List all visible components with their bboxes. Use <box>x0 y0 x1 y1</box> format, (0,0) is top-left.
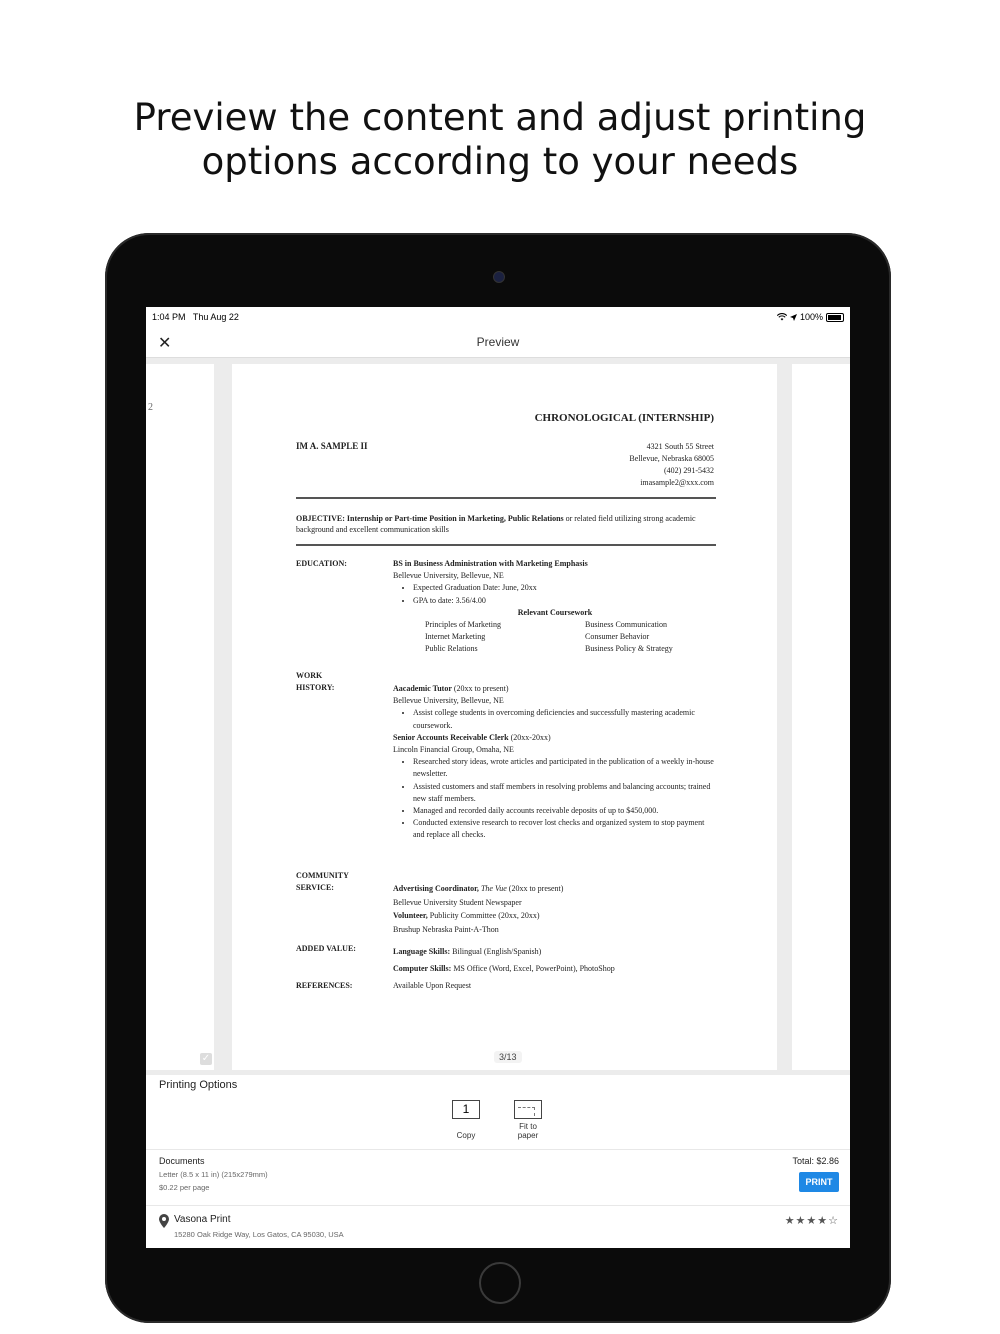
education-school: Bellevue University, Bellevue, NE <box>393 571 504 581</box>
fit-label <box>511 1122 545 1140</box>
fit-to-paper-option[interactable] <box>511 1100 545 1140</box>
education-section <box>393 558 717 656</box>
added-value-section <box>393 943 717 977</box>
headline-line-1: Preview the content and adjust printing <box>133 96 867 139</box>
resume-title: CHRONOLOGICAL (INTERNSHIP) <box>534 412 714 424</box>
volunteer-detail: Publicity Committee (20xx, 20xx) <box>429 911 540 920</box>
home-button[interactable] <box>479 1262 521 1304</box>
location-pin-icon <box>159 1214 169 1228</box>
added-value-label: ADDED VALUE: <box>296 944 356 953</box>
education-degree: BS in Business Administration with Marketing Emphasis <box>393 559 588 568</box>
references-label: REFERENCES: <box>296 981 353 990</box>
list-item: • Assisted customers and staff members in resolving problems and balancing accounts; trained new staff members. <box>413 781 717 805</box>
language-value: Bilingual (English/Spanish) <box>452 947 542 956</box>
community-org: Bellevue University Student Newspaper <box>393 897 522 907</box>
community-section <box>393 882 717 936</box>
star-rating: ★★★★☆ <box>784 1215 839 1227</box>
battery-percent: 100% <box>799 312 823 322</box>
volunteer-role: Volunteer, <box>393 911 428 920</box>
list-item: • GPA to date: 3.56/4.00 <box>413 595 717 607</box>
fit-label-line: paper <box>517 1131 539 1140</box>
fit-to-paper-icon <box>514 1100 542 1119</box>
total-price: Total: $2.86 <box>792 1156 839 1166</box>
computer-value: MS Office (Word, Excel, PowerPoint), PhotoShop <box>453 964 615 973</box>
job-org: Bellevue University, Bellevue, NE <box>393 696 504 706</box>
address-line: 4321 South 55 Street <box>646 442 714 451</box>
community-label <box>296 870 349 894</box>
work-label <box>296 670 334 694</box>
objective-label: OBJECTIVE: <box>296 514 345 523</box>
copy-option[interactable] <box>452 1100 480 1140</box>
job-org: Lincoln Financial Group, Omaha, NE <box>393 745 514 755</box>
fit-label-line: Fit to <box>519 1122 537 1131</box>
divider <box>146 1205 850 1206</box>
job-bullets <box>393 756 717 841</box>
resume-name: IM A. SAMPLE II <box>296 441 368 451</box>
previous-page-number: 2 <box>148 402 153 413</box>
volunteer-org: Brushup Nebraska Paint-A-Thon <box>393 924 499 934</box>
copy-count[interactable]: 1 <box>452 1100 480 1119</box>
wifi-icon <box>777 313 787 321</box>
paper-size: Letter (8.5 x 11 in) (215x279mm) <box>159 1170 268 1179</box>
resume-objective <box>296 513 716 535</box>
close-icon[interactable]: ✕ <box>158 335 172 352</box>
printing-options-panel <box>146 1075 850 1248</box>
coursework-item: Internet Marketing <box>425 632 486 642</box>
nav-title: Preview <box>476 335 520 349</box>
work-section <box>393 683 717 842</box>
job-bullets <box>393 707 717 731</box>
location-arrow-icon <box>790 314 797 321</box>
preview-area[interactable] <box>146 358 850 1075</box>
computer-label: Computer Skills: <box>393 964 452 973</box>
community-pub: The Vue <box>480 884 507 893</box>
store-name[interactable]: Vasona Print <box>174 1214 231 1225</box>
status-bar <box>146 307 850 327</box>
coursework-item: Consumer Behavior <box>585 632 650 642</box>
checkbox-icon[interactable]: ✓ <box>201 1053 211 1064</box>
objective-rest: or related field utilizing strong academic background and excellent communication skills <box>296 514 696 534</box>
address-line: (402) 291-5432 <box>664 466 714 475</box>
status-date: Thu Aug 22 <box>192 312 239 322</box>
printing-options-title: Printing Options <box>159 1079 238 1091</box>
previous-page-thumbnail[interactable] <box>146 364 214 1070</box>
coursework-grid <box>393 619 717 656</box>
job-title: Senior Accounts Receivable Clerk <box>393 732 509 742</box>
education-label: EDUCATION: <box>296 559 347 568</box>
document-page <box>232 364 777 1070</box>
coursework-item: Principles of Marketing <box>425 620 501 630</box>
headline-line-2: options according to your needs <box>201 140 799 183</box>
headline <box>0 96 1000 184</box>
coursework-item: Public Relations <box>425 644 478 654</box>
next-page-thumbnail[interactable] <box>792 364 850 1070</box>
community-dates: (20xx to present) <box>508 884 564 893</box>
job-title: Aacademic Tutor <box>393 684 452 693</box>
work-label-line: WORK <box>296 671 323 680</box>
divider <box>146 1149 850 1150</box>
price-per-page: $0.22 per page <box>159 1183 210 1192</box>
job-dates: (20xx to present) <box>453 684 509 693</box>
language-label: Language Skills: <box>393 947 451 956</box>
coursework-item: Business Communication <box>585 620 667 630</box>
divider <box>296 497 716 499</box>
nav-bar <box>146 327 850 358</box>
page-indicator: 3/13 <box>494 1051 522 1063</box>
store-address: 15280 Oak Ridge Way, Los Gatos, CA 95030, USA <box>174 1230 344 1239</box>
list-item: • Researched story ideas, wrote articles and participated in the publication of a weekly in-house newsletter. <box>413 756 717 780</box>
education-list <box>393 582 717 606</box>
status-time: 1:04 PM <box>152 312 186 322</box>
list-item: • Expected Graduation Date: June, 20xx <box>413 582 717 594</box>
community-label-line: COMMUNITY <box>296 871 349 880</box>
divider <box>296 544 716 546</box>
community-label-line: SERVICE: <box>296 883 334 892</box>
copy-label: Copy <box>456 1131 476 1140</box>
list-item: • Managed and recorded daily accounts receivable deposits of up to $450,000. <box>413 805 717 817</box>
resume-address <box>629 441 714 489</box>
camera-icon <box>493 271 505 283</box>
objective-bold: Internship or Part-time Position in Marketing, Public Relations <box>346 514 564 523</box>
community-role: Advertising Coordinator, <box>393 884 479 893</box>
list-item: • Assist college students in overcoming deficiencies and successfully mastering academic coursework. <box>413 707 717 731</box>
print-button[interactable]: PRINT <box>799 1172 839 1192</box>
address-line: imasample2@xxx.com <box>640 478 714 487</box>
battery-icon <box>826 313 844 322</box>
coursework-title: Relevant Coursework <box>517 607 593 617</box>
coursework-item: Business Policy & Strategy <box>585 644 673 654</box>
app-screen <box>146 307 850 1248</box>
address-line: Bellevue, Nebraska 68005 <box>629 454 714 463</box>
list-item: • Conducted extensive research to recover lost checks and organized system to stop payment and replace all checks. <box>413 817 717 841</box>
documents-title: Documents <box>159 1156 205 1166</box>
work-label-line: HISTORY: <box>296 683 335 692</box>
job-dates: (20xx-20xx) <box>510 732 551 742</box>
references-value: Available Upon Request <box>393 981 472 990</box>
